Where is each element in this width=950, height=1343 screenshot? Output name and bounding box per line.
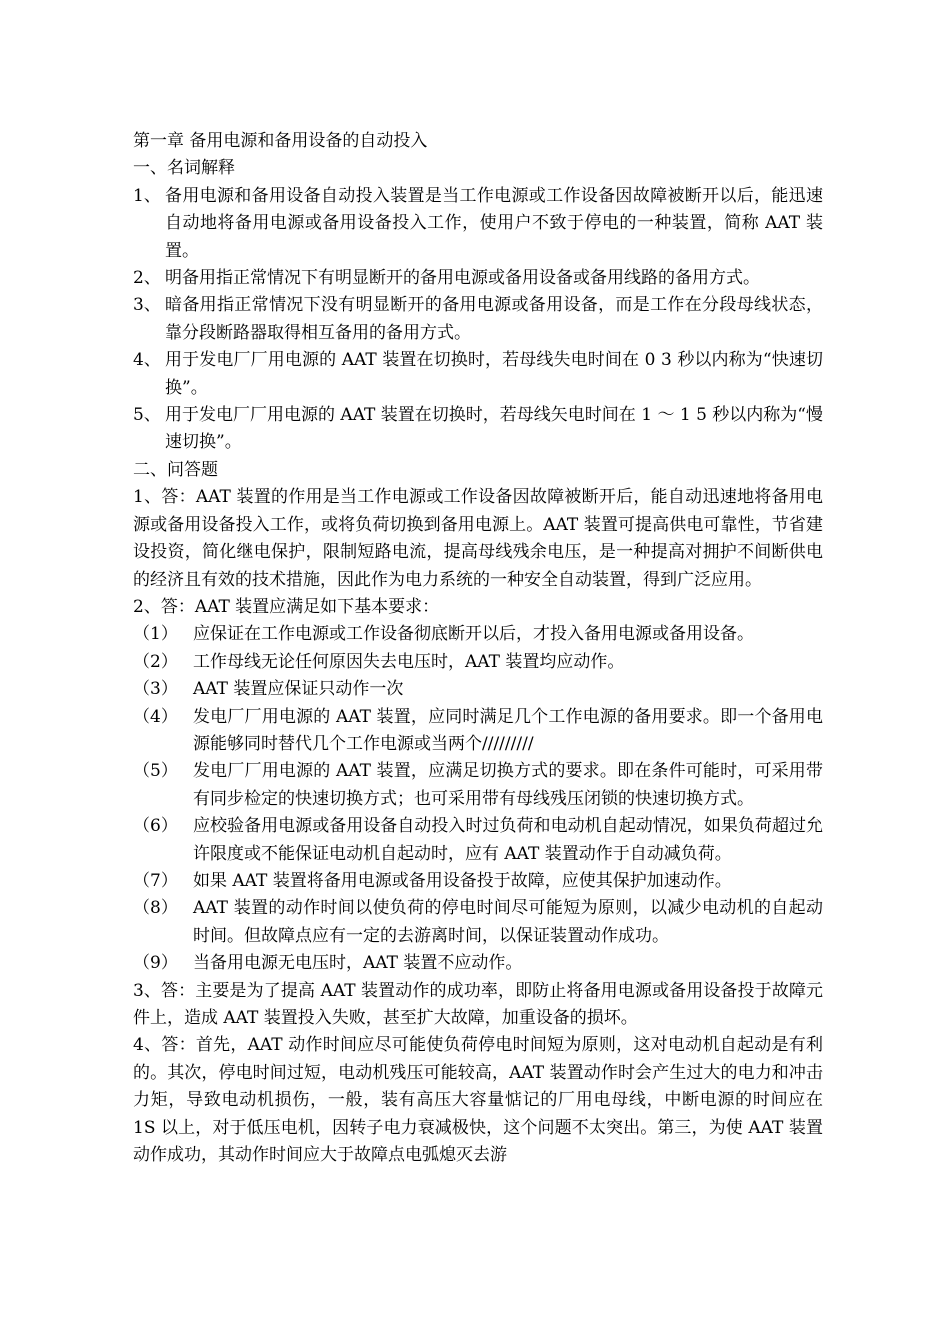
term-number: 1、 xyxy=(133,185,161,206)
requirement-number: （6） xyxy=(133,816,178,837)
answer-1: 1、答：AAT 装置的作用是当工作电源或工作设备因故障被断开后，能自动迅速地将备用电源或备用设备投入工作，或将负荷切换到备用电源上。AAT 装置可提高供电可靠性，节省建设投资，简化继电保护，限制短路电流，提高母线残余电压，是一种提高对拥护不间断供电的经济且有效的技术措施，因此作为电力系统的一种安全自动装置，得到广泛应用。 xyxy=(133,487,823,590)
answer-3: 3、答：主要是为了提高 AAT 装置动作的成功率，即防止将备用电源或备用设备投于故障元件上，造成 AAT 装置投入失败，甚至扩大故障，加重设备的损坏。 xyxy=(133,980,823,1028)
requirement-text: 当备用电源无电压时，AAT 装置不应动作。 xyxy=(193,953,523,974)
term-number: 4、 xyxy=(133,350,161,371)
term-text: 明备用指正常情况下有明显断开的备用电源或备用设备或备用线路的备用方式。 xyxy=(165,268,760,289)
requirement-item xyxy=(133,950,823,977)
requirement-number: （4） xyxy=(133,706,178,727)
term-item xyxy=(133,292,823,347)
requirement-item xyxy=(133,704,823,759)
chapter-title: 第一章 备用电源和备用设备的自动投入 xyxy=(133,131,428,151)
answer-4: 4、答：首先，AAT 动作时间应尽可能使负荷停电时间短为原则，这对电动机自起动是有利的。其次，停电时间过短，电动机残压可能较高，AAT 装置动作时会产生过大的电力和冲击力矩，导致电动机损伤，一般，装有高压大容量惦记的厂用电母线，中断电源的时间应在 1S 以上，对于低压电机，因转子电力衰减极快，这个问题不太突出。第三，为使 AAT 装置动作成功，其动作时间应大于故障点电弧熄灭去游 xyxy=(133,1035,823,1166)
requirement-number: （5） xyxy=(133,761,178,782)
requirement-text: 发电厂厂用电源的 AAT 装置，应满足切换方式的要求。即在条件可能时，可采用带有同步检定的快速切换方式；也可采用带有母线残压闭锁的快速切换方式。 xyxy=(193,761,823,809)
requirement-item xyxy=(133,676,823,703)
requirement-number: （1） xyxy=(133,624,178,645)
document-page xyxy=(133,128,823,1169)
section-heading-qa: 二、问答题 xyxy=(133,459,218,480)
term-text: 用于发电厂厂用电源的 AAT 装置在切换时，若母线矢电时间在 1 ～ 1 5 秒以内称为“慢速切换”。 xyxy=(165,405,823,453)
requirement-item xyxy=(133,621,823,648)
requirement-number: （8） xyxy=(133,898,178,919)
requirement-text: 工作母线无论任何原因失去电压时，AAT 装置均应动作。 xyxy=(193,651,625,672)
term-item xyxy=(133,265,823,292)
requirement-text: AAT 装置的动作时间以使负荷的停电时间尽可能短为原则，以减少电动机的自起动时间。但故障点应有一定的去游离时间，以保证装置动作成功。 xyxy=(193,898,823,946)
requirement-text: 如果 AAT 装置将备用电源或备用设备投于故障，应使其保护加速动作。 xyxy=(193,870,732,891)
requirement-item xyxy=(133,758,823,813)
term-item xyxy=(133,402,823,457)
requirement-item xyxy=(133,868,823,895)
term-item xyxy=(133,183,823,265)
requirement-number: （3） xyxy=(133,679,178,700)
term-number: 2、 xyxy=(133,268,161,289)
requirement-item xyxy=(133,649,823,676)
requirement-number: （2） xyxy=(133,651,178,672)
requirement-number: （9） xyxy=(133,953,178,974)
term-number: 3、 xyxy=(133,295,161,316)
requirement-text: AAT 装置应保证只动作一次 xyxy=(193,679,404,700)
requirement-item xyxy=(133,895,823,950)
term-item xyxy=(133,347,823,402)
term-text: 暗备用指正常情况下没有明显断开的备用电源或备用设备，而是工作在分段母线状态，靠分段断路器取得相互备用的备用方式。 xyxy=(165,295,823,343)
requirement-item xyxy=(133,813,823,868)
requirement-text: 应校验备用电源或备用设备自动投入时过负荷和电动机自起动情况，如果负荷超过允许限度或不能保证电动机自起动时，应有 AAT 装置动作于自动减负荷。 xyxy=(193,816,823,864)
requirement-text: 发电厂厂用电源的 AAT 装置，应同时满足几个工作电源的备用要求。即一个备用电源能够同时替代几个工作电源或当两个///////// xyxy=(193,706,823,754)
section-heading-terms: 一、名词解释 xyxy=(133,158,235,179)
requirement-number: （7） xyxy=(133,870,178,891)
term-number: 5、 xyxy=(133,405,161,426)
term-text: 用于发电厂厂用电源的 AAT 装置在切换时，若母线失电时间在 0 3 秒以内称为“快速切换”。 xyxy=(165,350,823,398)
requirement-text: 应保证在工作电源或工作设备彻底断开以后，才投入备用电源或备用设备。 xyxy=(193,624,754,645)
answer-2-intro: 2、答：AAT 装置应满足如下基本要求： xyxy=(133,596,440,617)
term-text: 备用电源和备用设备自动投入装置是当工作电源或工作设备因故障被断开以后，能迅速自动地将备用电源或备用设备投入工作，使用户不致于停电的一种装置，简称 AAT 装置。 xyxy=(165,185,823,261)
